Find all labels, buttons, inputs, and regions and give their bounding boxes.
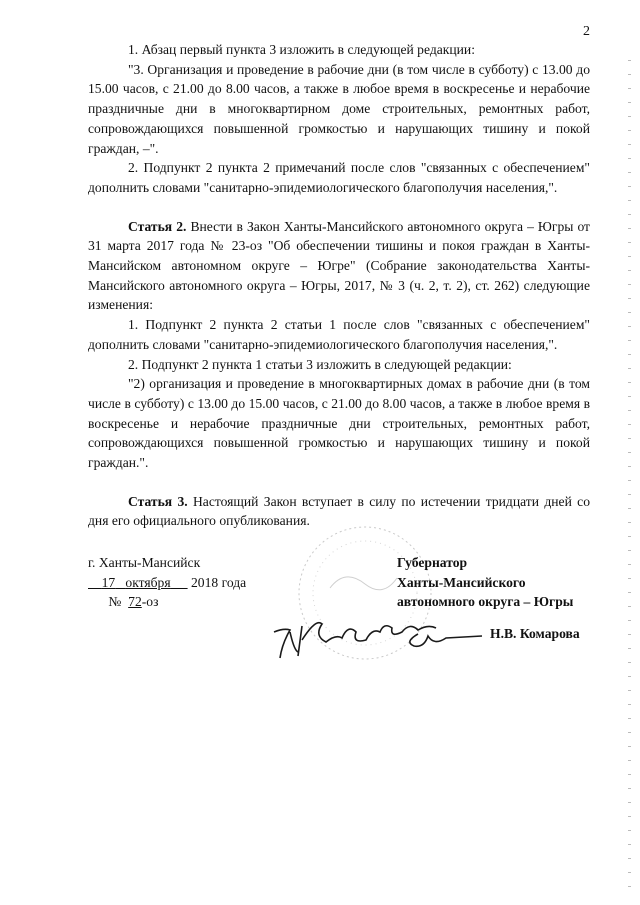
governor-line-2: Ханты-Мансийского	[397, 574, 526, 590]
page-number: 2	[583, 24, 590, 39]
date-year: 2018 года	[191, 574, 247, 590]
paragraph-5: 1. Подпункт 2 пункта 2 статьи 1 после слов "связанных с обеспечением" дополнить словами "санитарно-эпидемиологического благополучия населения,".	[88, 317, 590, 352]
paragraph-7: "2) организация и проведение в многоквартирных домах в рабочие дни (в том числе в субботу) с 13.00 до 15.00 часов, с 21.00 до 8.00 часов, а также в любое время в воскресенье и нерабочие праздничные дни строительных, ремонтных работ, сопровождающихся повышенной громкостью и нарушающих тишину и покой граждан.".	[88, 376, 590, 471]
article-2-text: Внести в Закон Ханты-Мансийского автономного округа – Югры от 31 марта 2017 года № 23-оз "Об обеспечении тишины и покоя граждан в Ханты-Мансийском автономном округе – Югре" (Собрание законодательства Ханты-Мансийского автономного округа – Югры, 2017, № 3 (ч. 2, т. 2), ст. 262) следующие изменения:	[88, 218, 590, 313]
date-line	[88, 573, 288, 593]
governor-name: Н.В. Комарова	[490, 626, 580, 641]
governor-title	[397, 553, 573, 612]
article-3-label: Статья 3.	[128, 493, 188, 509]
governor-line-3: автономного округа – Югры	[397, 594, 574, 609]
date-day: 17 октября	[101, 574, 171, 590]
place-and-date	[88, 553, 288, 612]
law-number: № 72-оз	[108, 594, 159, 609]
city: г. Ханты-Мансийск	[88, 555, 201, 570]
paragraph-6: 2. Подпункт 2 пункта 1 статьи 3 изложить в следующей редакции:	[128, 356, 512, 372]
article-2	[88, 217, 590, 316]
document-body	[88, 40, 590, 531]
article-3-text: Настоящий Закон вступает в силу по истечении тридцати дней со дня его официального опубликования.	[88, 493, 590, 529]
governor-line-1: Губернатор	[397, 555, 468, 570]
paragraph-2: "3. Организация и проведение в рабочие дни (в том числе в субботу) с 13.00 до 15.00 часов, с 21.00 до 8.00 часов, а также в любое время в воскресенье и нерабочие праздничные дни в многоквартирном доме строительных, ремонтных работ, сопровождающихся повышенной громкостью и нарушающих тишину и покой граждан, –".	[88, 61, 590, 156]
handwritten-signature	[268, 604, 493, 664]
paragraph-1: 1. Абзац первый пункта 3 изложить в следующей редакции:	[128, 42, 475, 57]
page-edge-scan-marks	[628, 60, 631, 890]
law-number-value: 72	[128, 594, 142, 609]
paragraph-3: 2. Подпункт 2 пункта 2 примечаний после слов "связанных с обеспечением" дополнить словами "санитарно-эпидемиологического благополучия населения,".	[88, 160, 590, 195]
article-2-label: Статья 2.	[128, 218, 187, 234]
